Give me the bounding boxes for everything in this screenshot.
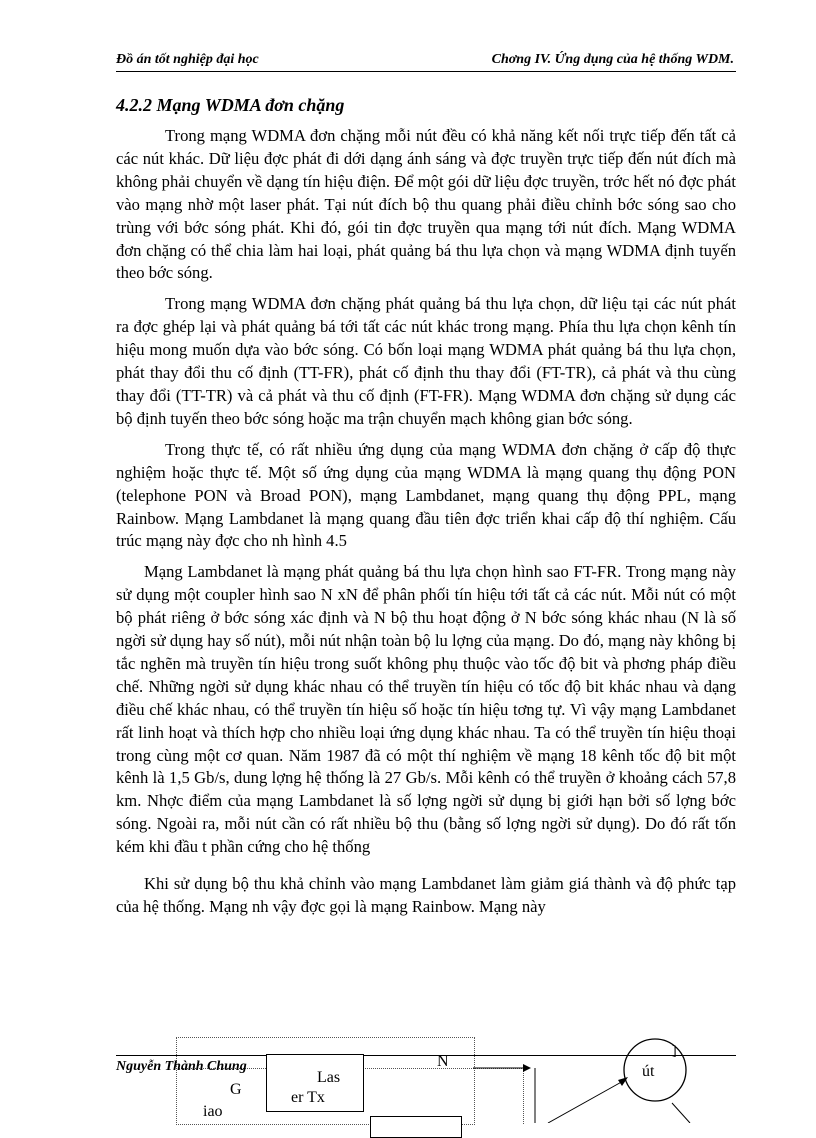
figure-bracket: ] bbox=[672, 1044, 677, 1059]
paragraph: Trong mạng WDMA đơn chặng phát quảng bá thu lựa chọn, dữ liệu tại các nút phát ra đợc ghép lại và phát quảng bá tới tất các nút khác trong mạng. Phía thu lựa chọn kênh tín hiệu mong muốn dựa vào bớc sóng. Có bốn loại mạng WDMA phát quảng bá thu lựa chọn, phát thay đổi thu cố định (TT-FR), phát cố định thu thay đổi (FT-TR), cả phát và thu cùng thay đổi (TT-TR) và cả phát và thu cố định (FT-FR). Mạng WDMA đơn chặng sử dụng các bộ định tuyến theo bớc sóng hoặc ma trận chuyển mạch không gian bớc sóng. bbox=[116, 294, 736, 428]
laser-tx-label-line2: er Tx bbox=[291, 1089, 325, 1106]
figure-lower-box bbox=[370, 1116, 462, 1138]
figure-n-label: N bbox=[437, 1053, 449, 1070]
arrow-head-icon bbox=[523, 1064, 531, 1072]
paragraph: Khi sử dụng bộ thu khả chỉnh vào mạng Lambdanet làm giảm giá thành và độ phức tạp của hệ thống. Mạng nh vậy đợc gọi là mạng Rainbow. Mạng này bbox=[116, 874, 736, 916]
figure-link-line bbox=[548, 1080, 625, 1123]
figure-ut-label: út bbox=[642, 1063, 655, 1080]
figure-node-circle bbox=[624, 1039, 686, 1101]
section-title: 4.2.2 Mạng WDMA đơn chặng bbox=[116, 95, 345, 115]
figure-iao-label: iao bbox=[203, 1103, 223, 1120]
header-right: Chơng IV. Ứng dụng của hệ thống WDM. bbox=[491, 52, 734, 67]
figure-link-line bbox=[672, 1103, 690, 1123]
paragraph: Trong mạng WDMA đơn chặng mỗi nút đều có khả năng kết nối trực tiếp đến tất cả các nút khác. Dữ liệu đợc phát đi dới dạng ánh sáng và đợc truyền trực tiếp đến nút đích mà không phải chuyển về dạng tín hiệu điện. Để một gói dữ liệu đợc truyền, trớc hết nó đợc phát vào mạng nhờ một laser phát. Tại nút đích bộ thu quang phải điều chỉnh bớc sóng sao cho trùng với bớc sóng phát. Khi đó, gói tin đợc truyền qua mạng tới nút đích. Mạng WDMA đơn chặng có thể chia làm hai loại, phát quảng bá thu lựa chọn và mạng WDMA định tuyến theo bớc sóng. bbox=[116, 126, 736, 283]
laser-tx-label-line1: Las bbox=[317, 1069, 341, 1086]
paragraph: Mạng Lambdanet là mạng phát quảng bá thu lựa chọn hình sao FT-FR. Trong mạng này sử dụng một coupler hình sao N xN để phân phối tín hiệu tới tất cả các nút. Mỗi nút có một bộ phát riêng ở bớc sóng xác định và N bộ thu hoạt động ở N bớc sóng khác nhau (N là số ngời sử dụng hay số nút), mỗi nút nhận toàn bộ lu lợng của mạng. Do đó, mạng này không bị tắc nghẽn mà truyền tín hiệu trong suốt không phụ thuộc vào tốc độ bit và phơng pháp điều chế. Những ngời sử dụng khác nhau có thể truyền tín hiệu có tốc độ bit khác nhau và dạng điều chế khác nhau, có thể truyền tín hiệu số hoặc tín hiệu tơng tự. Vì vậy mạng Lambdanet rất linh hoạt và thích hợp cho nhiều loại ứng dụng khác nhau. Ta có thể truyền tín hiệu thoại trong cùng một cơ quan. Năm 1987 đã có một thí nghiệm về mạng 18 kênh tốc độ bit một kênh là 1,5 Gb/s, dung lợng hệ thống là 27 Gb/s. Mỗi kênh có thể truyền ở khoảng cách 57,8 km. Nhợc điểm của mạng Lambdanet là số lợng ngời sử dụng bị giới hạn bởi số lợng bớc sóng. Ngoài ra, mỗi nút cần có rất nhiều bộ thu (bằng số lợng ngời sử dụng). Do đó rất tốn kém khi đầu t phần cứng cho hệ thống bbox=[116, 562, 736, 857]
footer-rule bbox=[116, 1055, 736, 1056]
header-left: Đồ án tốt nghiệp đại học bbox=[116, 52, 259, 67]
figure-g-label: G bbox=[230, 1081, 242, 1098]
footer-author: Nguyễn Thành Chung bbox=[116, 1059, 247, 1074]
paragraph: Trong thực tế, có rất nhiều ứng dụng của mạng WDMA đơn chặng ở cấp độ thực nghiệm hoặc thực tế. Một số ứng dụng của mạng WDMA là mạng quang thụ động PON (telephone PON và Broad PON), mạng Lambdanet, mạng quang thụ động PPL, mạng Rainbow. Mạng Lambdanet là mạng quang đầu tiên đợc triển khai cấp độ thí nghiệm. Cấu trúc mạng này đợc cho nh hình 4.5 bbox=[116, 439, 736, 551]
